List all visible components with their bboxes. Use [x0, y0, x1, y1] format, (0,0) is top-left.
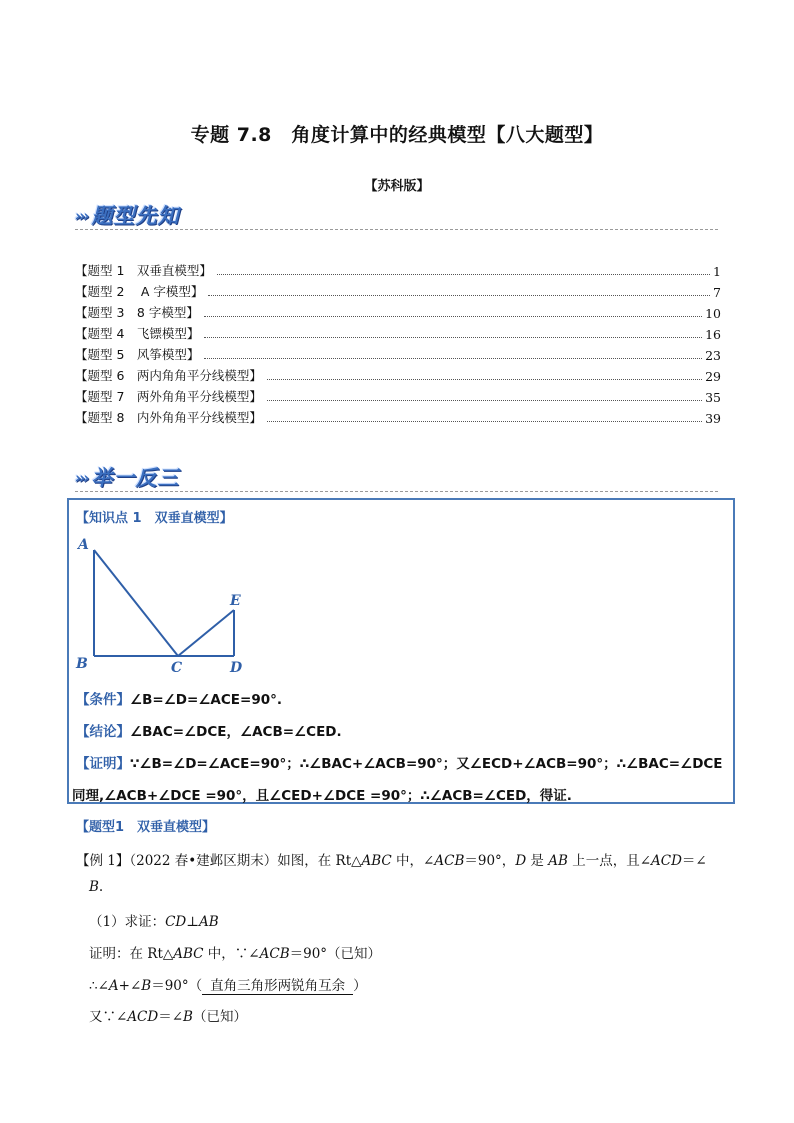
condition-line: 【条件】∠B=∠D=∠ACE=90°.	[76, 692, 282, 708]
conclusion-line: 【结论】∠BAC=∠DCE，∠ACB=∠CED.	[76, 724, 342, 740]
proof-step-2: ∴∠A+∠B＝90°（ 直角三角形两锐角互余 ）	[89, 978, 367, 994]
example-statement: 【例 1】（2022 春•建邺区期末）如图，在 Rt△ABC 中，∠ACB＝90°，D 是 AB 上一点，且∠ACD＝∠	[76, 853, 707, 869]
banner-practice-text: 举一反三	[91, 466, 180, 490]
vertex-label-d: D	[230, 660, 243, 676]
banner-practice	[75, 462, 180, 490]
toc-leader	[217, 274, 710, 275]
proof-step-1: 证明：在 Rt△ABC 中，∵∠ACB＝90°（已知）	[89, 946, 382, 962]
toc-item[interactable]: 【题型 1 双垂直模型】 1	[75, 263, 721, 279]
question-type-heading: 【题型1 双垂直模型】	[76, 820, 216, 835]
vertex-label-e: E	[230, 593, 241, 609]
toc-item[interactable]: 【题型 4 飞镖模型】 16	[75, 326, 721, 342]
toc-leader	[208, 295, 710, 296]
segment-ac	[94, 550, 178, 656]
banner-preview-text: 题型先知	[91, 204, 180, 228]
banner-practice-rule	[75, 491, 718, 492]
vertex-label-c: C	[171, 660, 183, 676]
vertex-label-b: B	[76, 656, 88, 672]
toc-leader	[267, 421, 702, 422]
toc-leader	[204, 358, 702, 359]
fill-in-blank: 直角三角形两锐角互余	[202, 979, 353, 995]
banner-preview	[75, 200, 180, 228]
table-of-contents	[75, 258, 721, 426]
toc-item[interactable]: 【题型 6 两内角角平分线模型】 29	[75, 368, 721, 384]
triple-arrow-icon: ›››	[75, 207, 88, 225]
toc-item[interactable]: 【题型 7 两外角角平分线模型】 35	[75, 389, 721, 405]
toc-item[interactable]: 【题型 5 风筝模型】 23	[75, 347, 721, 363]
toc-item[interactable]: 【题型 8 内外角角平分线模型】 39	[75, 410, 721, 426]
toc-leader	[204, 316, 702, 317]
proof-line: 【证明】∵∠B=∠D=∠ACE=90°；∴∠BAC+∠ACB=90°；又∠ECD+∠ACB=90°；∴∠BAC=∠DCE	[76, 756, 723, 772]
proof-step-3: 又∵∠ACD＝∠B（已知）	[89, 1009, 247, 1025]
edition-label: 【苏科版】	[364, 179, 430, 194]
toc-leader	[267, 379, 702, 380]
proof-line-2: 同理,∠ACB+∠DCE =90°，且∠CED+∠DCE =90°；∴∠ACB=∠CED，得证.	[72, 788, 572, 804]
banner-preview-rule	[75, 229, 718, 230]
knowledge-heading: 【知识点 1 双垂直模型】	[76, 511, 233, 526]
toc-item[interactable]: 【题型 2 A 字模型】 7	[75, 284, 721, 300]
vertex-label-a: A	[78, 537, 89, 553]
toc-leader	[204, 337, 702, 338]
toc-leader	[267, 400, 702, 401]
question-1: （1）求证：CD⊥AB	[89, 914, 219, 930]
example-statement-cont: B.	[89, 879, 104, 895]
segment-ce	[178, 610, 234, 656]
toc-item[interactable]: 【题型 3 8 字模型】 10	[75, 305, 721, 321]
page-title: 专题 7.8 角度计算中的经典模型【八大题型】	[190, 124, 604, 146]
double-perpendicular-diagram	[72, 532, 262, 682]
triple-arrow-icon: ›››	[75, 469, 88, 487]
